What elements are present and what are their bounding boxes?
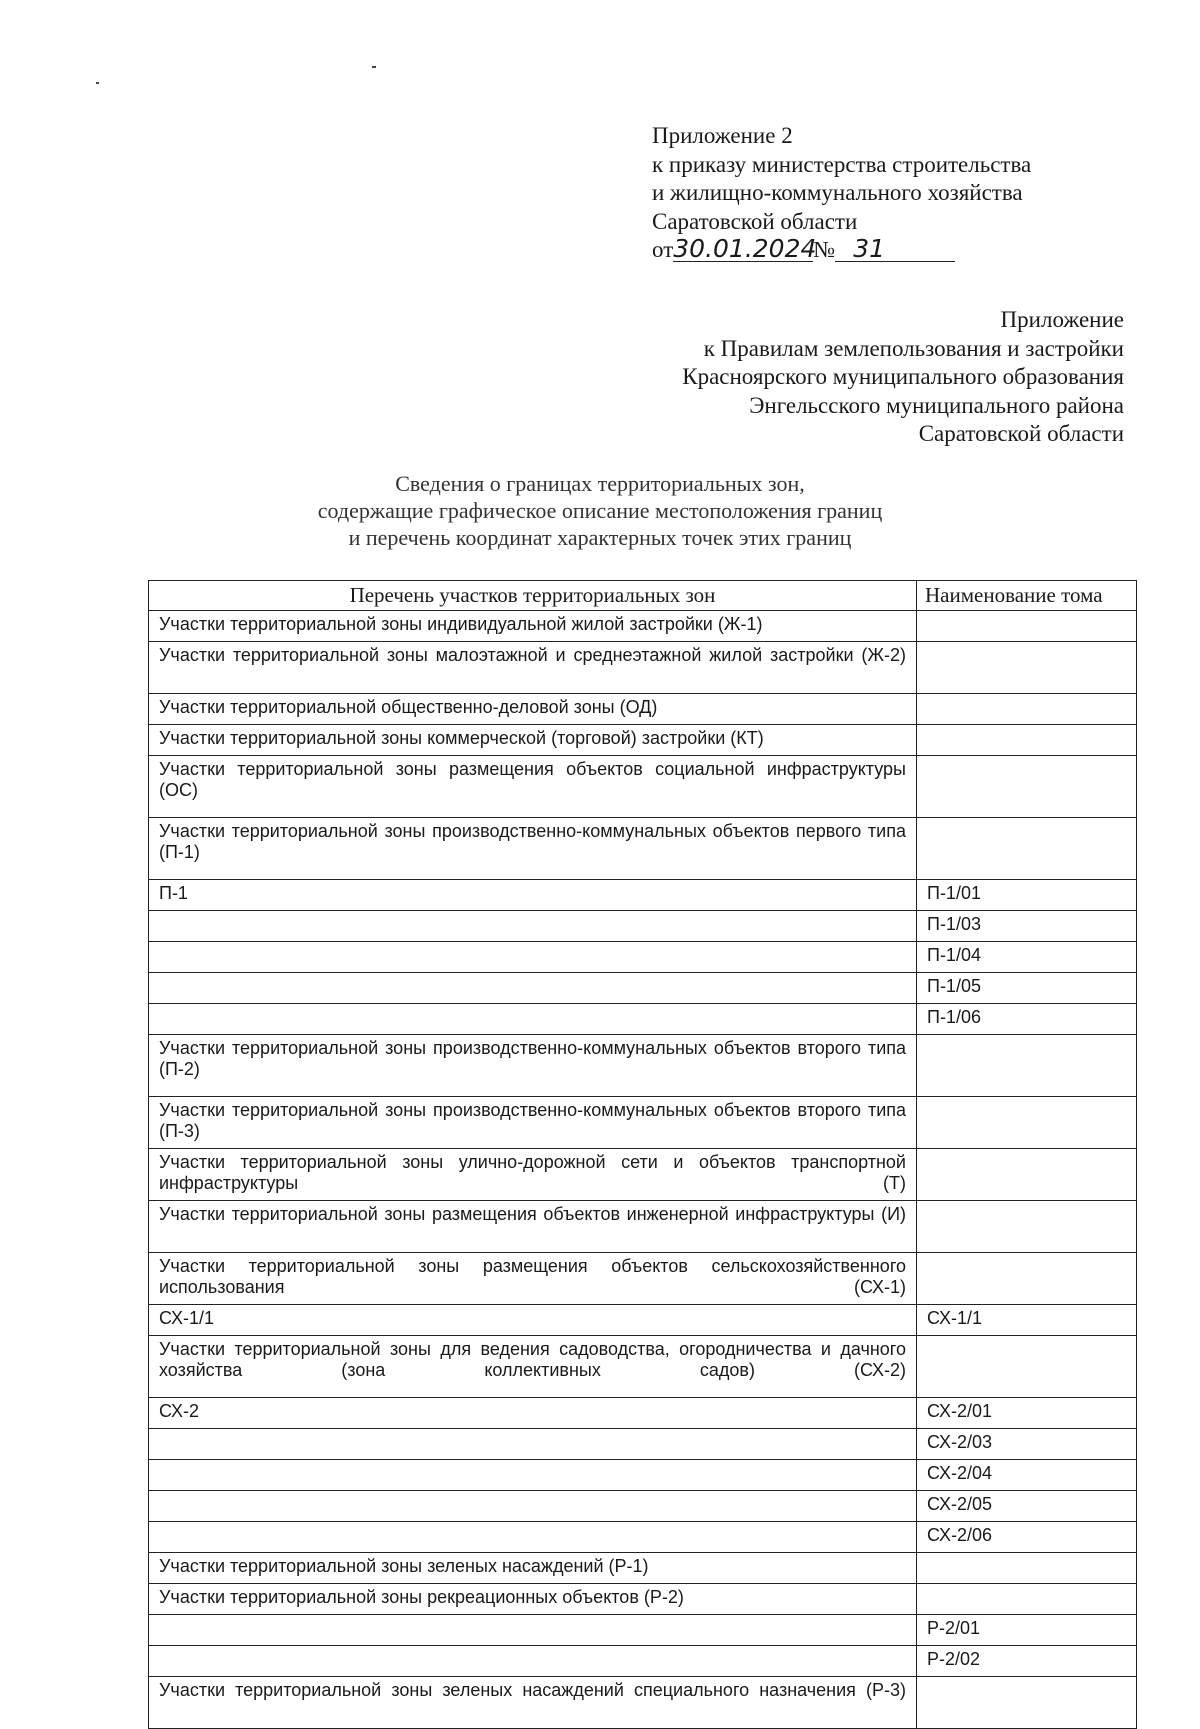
zone-description: Участки территориальной зоны коммерческой (торговой) застройки (КТ): [149, 725, 917, 756]
table-header-row: [149, 581, 1137, 611]
volume-name: СХ-2/06: [917, 1522, 1137, 1553]
appendix-title: Приложение: [1000, 307, 1124, 332]
zone-description: [149, 911, 917, 942]
order-date-number: [652, 236, 1031, 265]
table-row: [149, 1584, 1137, 1615]
volume-name: [917, 1677, 1137, 1729]
zone-description: [149, 1429, 917, 1460]
zone-description: Участки территориальной зоны рекреационных объектов (Р-2): [149, 1584, 917, 1615]
scan-speck: [96, 82, 99, 84]
table-row: [149, 1553, 1137, 1584]
volume-name: П-1/04: [917, 942, 1137, 973]
zone-description: Участки территориальной зоны зеленых насаждений специального назначения (Р-3): [149, 1677, 917, 1729]
number-prefix: №: [813, 237, 836, 262]
zone-description: [149, 1491, 917, 1522]
table-row: [149, 911, 1137, 942]
zone-description: [149, 1522, 917, 1553]
table-row: [149, 818, 1137, 880]
date-prefix: от: [652, 237, 674, 262]
appendix-line: Саратовской области: [918, 421, 1124, 446]
zone-description: [149, 942, 917, 973]
volume-name: [917, 1584, 1137, 1615]
volume-name: СХ-2/04: [917, 1460, 1137, 1491]
document-title-line: содержащие графическое описание местоположения границ: [317, 498, 883, 523]
volume-name: П-1/05: [917, 973, 1137, 1004]
zone-description: Участки территориальной зоны для ведения садоводства, огородничества и дачного хозяйства (зона коллективных садов) (СХ-2): [149, 1336, 917, 1398]
appendix-line: Красноярского муниципального образования: [682, 364, 1124, 389]
volume-name: СХ-2/05: [917, 1491, 1137, 1522]
volume-name: СХ-1/1: [917, 1305, 1137, 1336]
appendix-line: к Правилам землепользования и застройки: [703, 335, 1124, 361]
table-row: [149, 1460, 1137, 1491]
volume-name: [917, 756, 1137, 818]
volume-name: [917, 1097, 1137, 1149]
zones-table: [148, 580, 1137, 1729]
volume-name: П-1/03: [917, 911, 1137, 942]
scan-speck: [372, 66, 376, 68]
volume-name: [917, 1035, 1137, 1097]
appendix-2-line: и жилищно-коммунального хозяйства: [652, 180, 1023, 205]
table-row: [149, 694, 1137, 725]
table-row: [149, 973, 1137, 1004]
table-row: [149, 1677, 1137, 1729]
appendix-line: Энгельсского муниципального района: [749, 392, 1124, 418]
table-row: [149, 1336, 1137, 1398]
table-row: [149, 1429, 1137, 1460]
appendix-header: [682, 306, 1124, 449]
zone-subgroup: СХ-2: [149, 1398, 917, 1429]
zone-description: [149, 1646, 917, 1677]
table-row: [149, 611, 1137, 642]
zone-description: Участки территориальной общественно-деловой зоны (ОД): [149, 694, 917, 725]
zone-description: Участки территориальной зоны размещения объектов социальной инфраструктуры (ОС): [149, 756, 917, 818]
zone-description: Участки территориальной зоны малоэтажной и среднеэтажной жилой застройки (Ж-2): [149, 642, 917, 694]
header-volume-name: Наименование тома: [917, 581, 1137, 611]
table-row: [149, 880, 1137, 911]
volume-name: [917, 818, 1137, 880]
table-row: [149, 1305, 1137, 1336]
table-row: [149, 1398, 1137, 1429]
table-row: [149, 1201, 1137, 1253]
volume-name: П-1/01: [917, 880, 1137, 911]
volume-name: [917, 642, 1137, 694]
table-row: [149, 1035, 1137, 1097]
zone-description: [149, 973, 917, 1004]
volume-name: [917, 1201, 1137, 1253]
zone-subgroup: СХ-1/1: [149, 1305, 917, 1336]
order-number: 31: [835, 237, 955, 262]
document-title-line: Сведения о границах территориальных зон,: [395, 471, 805, 496]
zone-description: Участки территориальной зоны производственно-коммунальных объектов второго типа (П-3): [149, 1097, 917, 1149]
zone-description: Участки территориальной зоны размещения объектов инженерной инфраструктуры (И): [149, 1201, 917, 1253]
table-row: [149, 1522, 1137, 1553]
table-row: [149, 1097, 1137, 1149]
table-row: [149, 1004, 1137, 1035]
order-date: 30.01.2024: [673, 234, 817, 263]
document-title: [200, 470, 1000, 551]
volume-name: [917, 1253, 1137, 1305]
table-row: [149, 725, 1137, 756]
table-row: [149, 1253, 1137, 1305]
appendix-2-line: к приказу министерства строительства: [652, 151, 1032, 177]
zone-description: Участки территориальной зоны размещения объектов сельскохозяйственного использования (СХ-1): [149, 1253, 917, 1305]
volume-name: СХ-2/01: [917, 1398, 1137, 1429]
zone-description: Участки территориальной зоны производственно-коммунальных объектов второго типа (П-2): [149, 1035, 917, 1097]
volume-name: [917, 611, 1137, 642]
appendix-2-title: Приложение 2: [652, 123, 793, 148]
table-row: [149, 1646, 1137, 1677]
zone-subgroup: П-1: [149, 880, 917, 911]
table-row: [149, 756, 1137, 818]
zone-description: Участки территориальной зоны зеленых насаждений (Р-1): [149, 1553, 917, 1584]
appendix-2-header: [652, 122, 1031, 265]
volume-name: [917, 1336, 1137, 1398]
table-row: [149, 642, 1137, 694]
table-row: [149, 1491, 1137, 1522]
zone-description: [149, 1615, 917, 1646]
volume-name: Р-2/02: [917, 1646, 1137, 1677]
document-title-line: и перечень координат характерных точек этих границ: [348, 525, 852, 550]
zone-description: [149, 1460, 917, 1491]
table-row: [149, 1149, 1137, 1201]
volume-name: СХ-2/03: [917, 1429, 1137, 1460]
table-row: [149, 1615, 1137, 1646]
volume-name: [917, 725, 1137, 756]
zone-description: Участки территориальной зоны производственно-коммунальных объектов первого типа (П-1): [149, 818, 917, 880]
zone-description: Участки территориальной зоны улично-дорожной сети и объектов транспортной инфраструктуры (Т): [149, 1149, 917, 1201]
volume-name: [917, 694, 1137, 725]
header-zones-list: Перечень участков территориальных зон: [149, 581, 917, 611]
table-row: [149, 942, 1137, 973]
appendix-2-line: Саратовской области: [652, 208, 858, 234]
volume-name: П-1/06: [917, 1004, 1137, 1035]
volume-name: Р-2/01: [917, 1615, 1137, 1646]
zone-description: Участки территориальной зоны индивидуальной жилой застройки (Ж-1): [149, 611, 917, 642]
volume-name: [917, 1553, 1137, 1584]
volume-name: [917, 1149, 1137, 1201]
zone-description: [149, 1004, 917, 1035]
